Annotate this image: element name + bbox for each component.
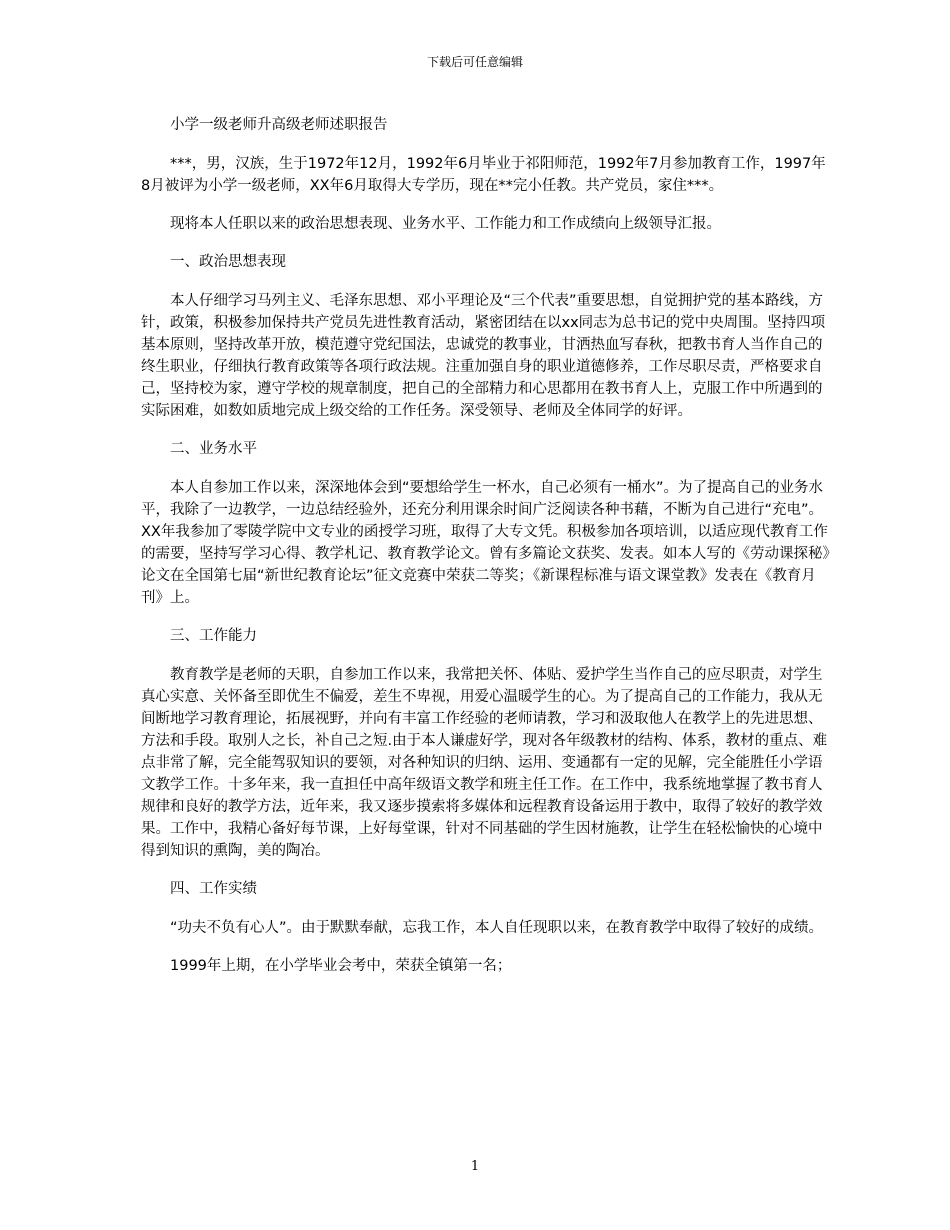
section-heading-professional-level: 二、业务水平 — [170, 441, 257, 457]
section-body-political: 本人仔细学习马列主义、毛泽东思想、邓小平理论及“三个代表”重要思想，自觉拥护党的基本路线，方针，政策，积极参加保持共产党员先进性教育活动，紧密团结在以xx同志为总书记的党中央周围。坚持四项基本原则，坚持改革开放，模范遵守党纪国法，忠诚党的教事业，甘洒热血写春秋，把教书育人当作自己的终生职业，仔细执行教育政策等各项行政法规。注重加强自身的职业道德修养，工作尽职尽责，严格要求自己，坚持校为家，遵守学校的规章制度，把自己的全部精力和心思都用在教书育人上，克服工作中所遇到的实际困难，如数如质地完成上级交给的工作任务。深受领导、老师及全体同学的好评。 — [141, 293, 826, 419]
section-body-professional-level: 本人自参加工作以来，深深地体会到“要想给学生一杯水，自己必须有一桶水”。为了提高自己的业务水平，我除了一边教学，一边总结经验外，还充分利用课余时间广泛阅读各种书藉，不断为自己进行“充电”。XX年我参加了零陵学院中文专业的函授学习班，取得了大专文凭。积极参加各项培训，以适应现代教育工作的需要，坚持写学习心得、教学札记、教育教学论文。曾有多篇论文获奖、发表。如本人写的《劳动课探秘》论文在全国第七届“新世纪教育论坛”征文竞赛中荣获二等奖；《新课程标准与语文课堂教》发表在《教育月刊》上。 — [141, 480, 830, 606]
header-note: 下载后可任意编辑 — [426, 55, 523, 69]
section-body-work-ability: 教育教学是老师的天职，自参加工作以来，我常把关怀、体贴、爱护学生当作自己的应尽职责，对学生真心实意、关怀备至即优生不偏爱，差生不卑视，用爱心温暖学生的心。为了提高自己的工作能力，我从无间断地学习教育理论，拓展视野，并向有丰富工作经验的老师请教，学习和汲取他人在教学上的先进思想、方法和手段。取别人之长，补自己之短.由于本人谦虚好学，现对各年级教材的结构、体系，教材的重点、难点非常了解，完全能驾驭知识的要领，对各种知识的归纳、运用、变通都有一定的见解，完全能胜任小学语文教学工作。十多年来，我一直担任中高年级语文教学和班主任工作。在工作中，我系统地掌握了教书育人规律和良好的教学方法，近年来，我又逐步摸索将多媒体和远程教育设备运用于教中，取得了较好的教学效果。工作中，我精心备好每节课，上好每堂课，针对不同基础的学生因材施教，让学生在轻松愉快的心境中得到知识的熏陶，美的陶冶。 — [141, 667, 828, 859]
document-body — [141, 114, 831, 993]
intro-paragraph: ***，男，汉族，生于1972年12月，1992年6月毕业于祁阳师范，1992年7月参加教育工作，1997年8月被评为小学一级老师，XX年6月取得大专学历，现在**完小任教。共产党员，家住***。 — [141, 156, 826, 194]
document-title: 小学一级老师升高级老师述职报告 — [170, 117, 388, 133]
section-body-achievements: “功夫不负有心人”。由于默默奉献，忘我工作，本人自任现职以来，在教育教学中取得了较好的成绩。 — [170, 920, 824, 936]
page-number: 1 — [470, 1159, 480, 1174]
section-heading-political: 一、政治思想表现 — [170, 254, 286, 270]
achievement-item: 1999年上期，在小学毕业会考中，荣获全镇第一名； — [170, 958, 512, 974]
section-heading-work-ability: 三、工作能力 — [170, 628, 257, 644]
summary-paragraph: 现将本人任职以来的政治思想表现、业务水平、工作能力和工作成绩向上级领导汇报。 — [170, 216, 721, 232]
section-heading-achievements: 四、工作实绩 — [170, 881, 257, 897]
